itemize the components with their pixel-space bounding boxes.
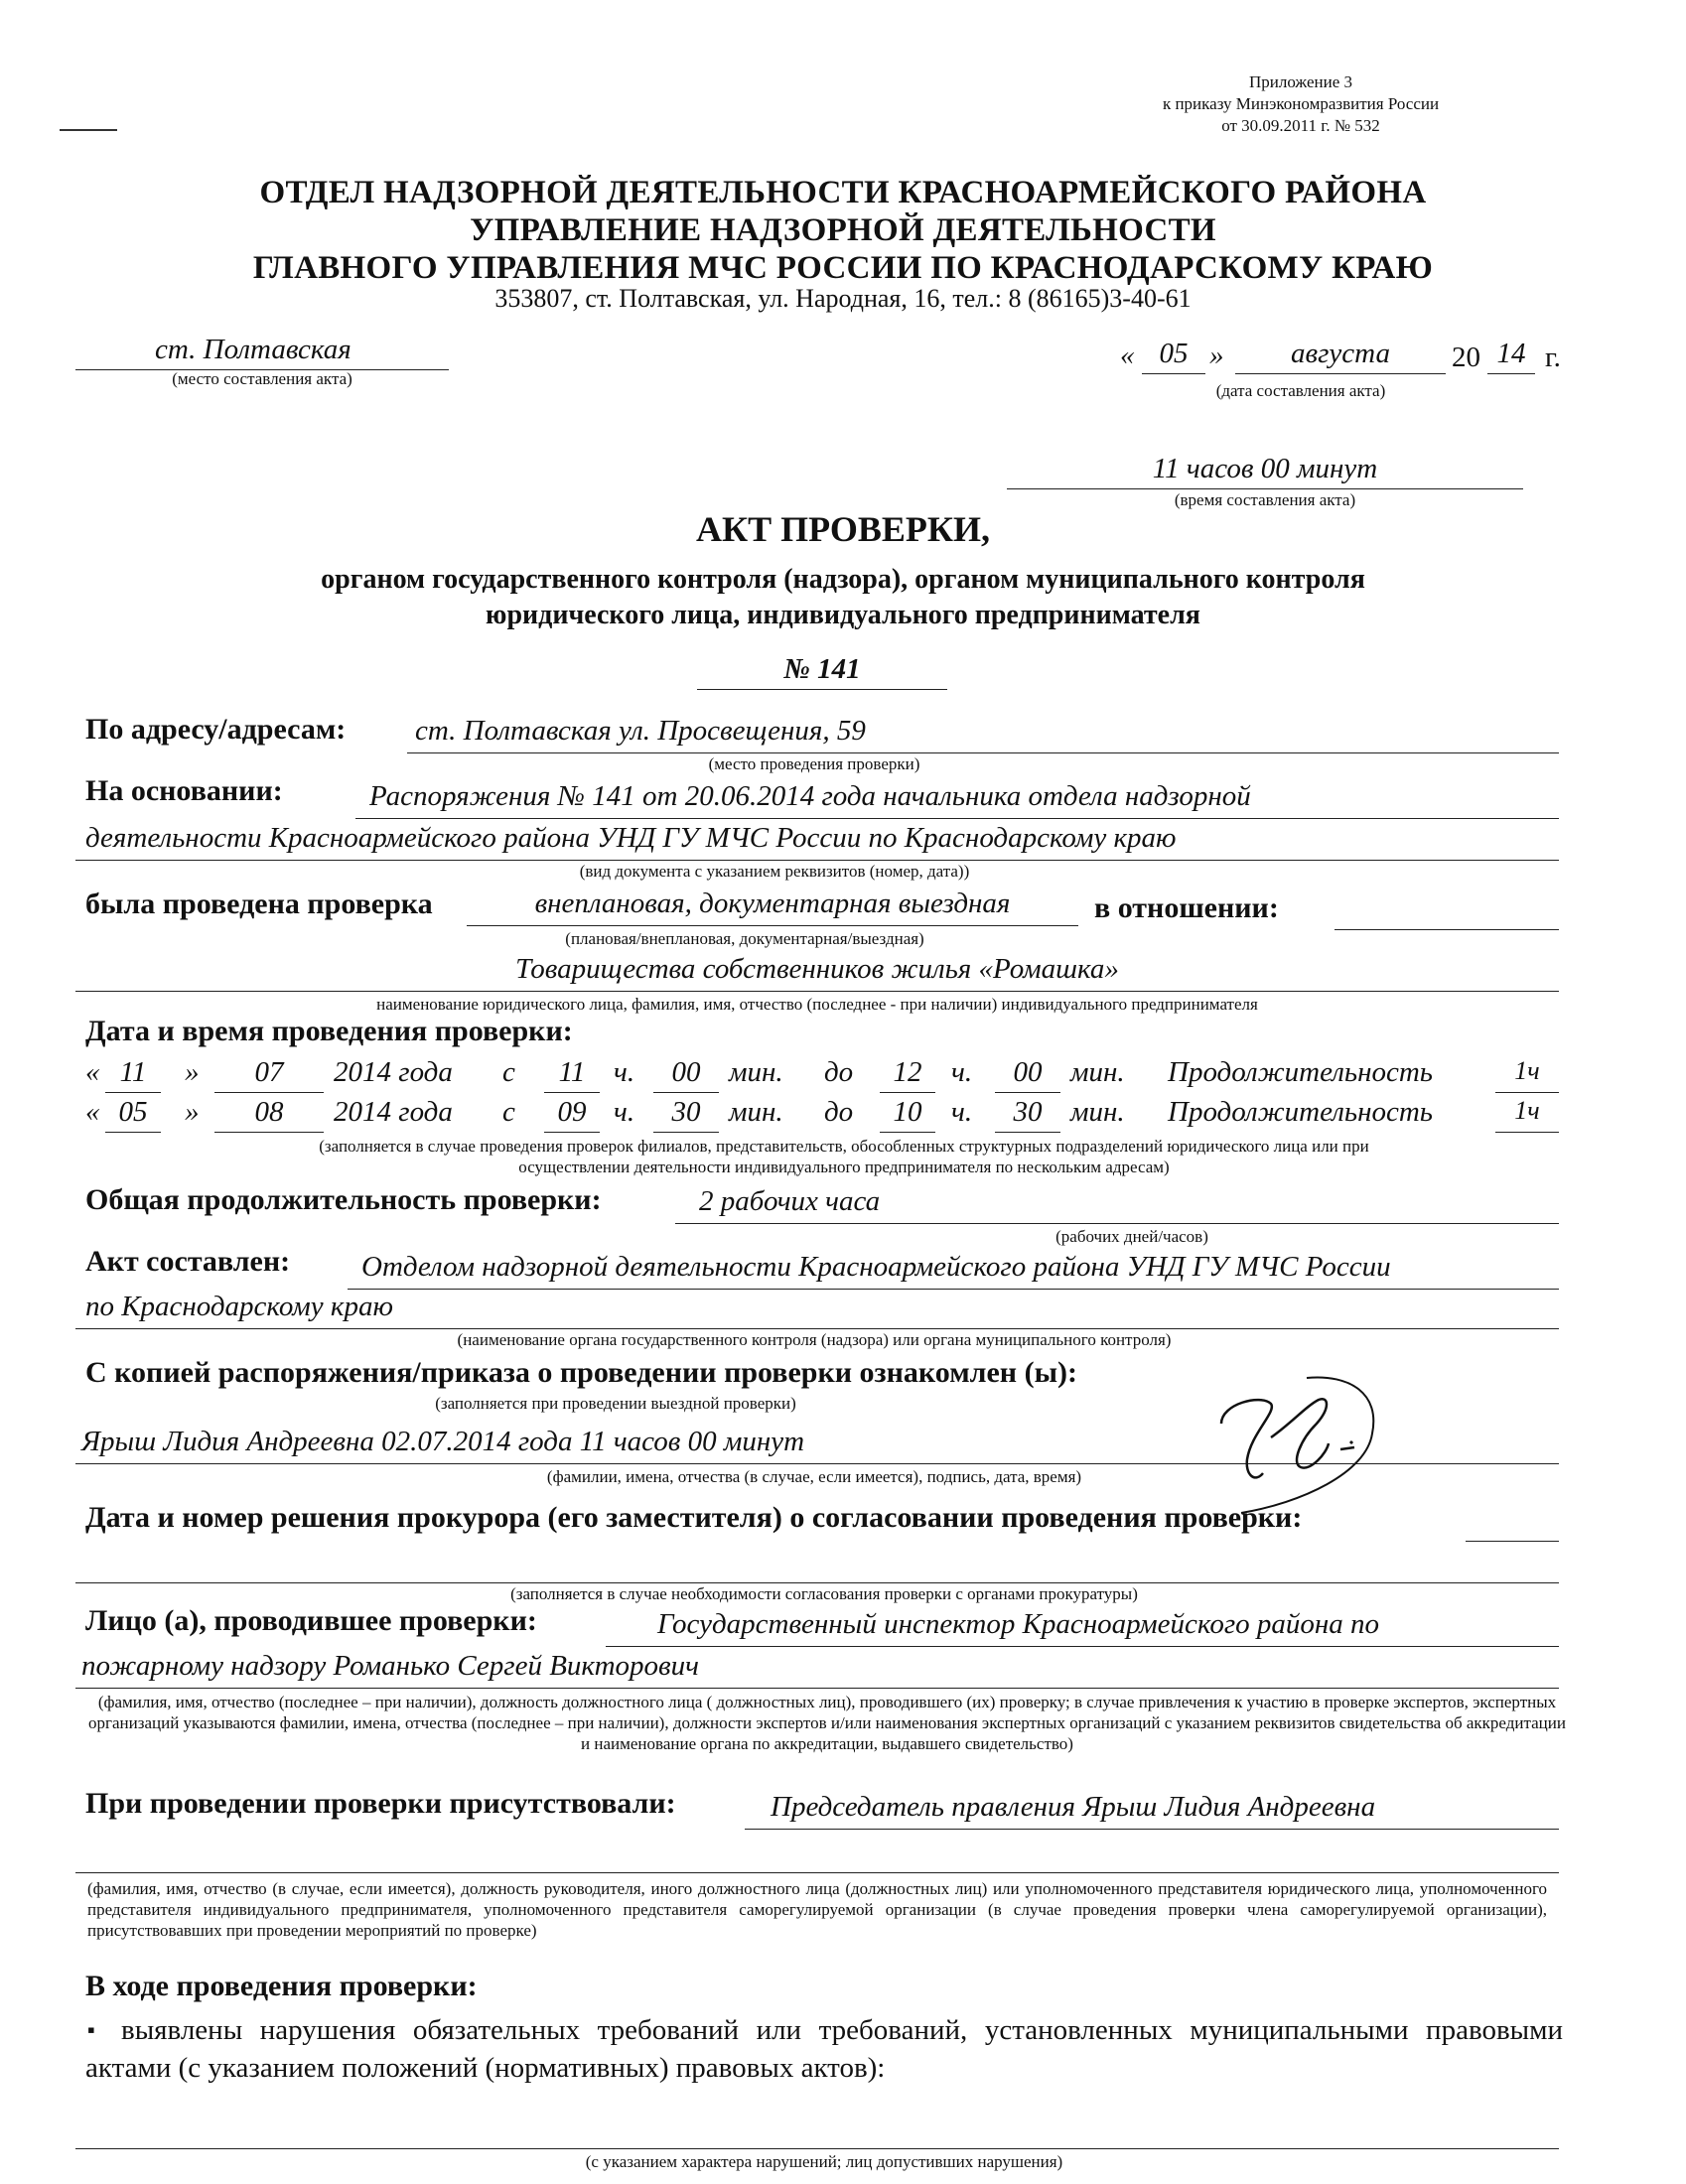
header-address: 353807, ст. Полтавская, ул. Народная, 16, тел.: 8 (86165)3-40-61 (494, 284, 1192, 313)
row1-min-unit-1: мин. (729, 1056, 783, 1088)
appendix-line-3: от 30.09.2011 г. № 532 (1221, 116, 1380, 135)
address-caption: (место проведения проверки) (708, 754, 920, 773)
course-label: В ходе проведения проверки: (85, 1970, 478, 2002)
inspection-relation-field (1335, 891, 1559, 930)
row1-duration-label: Продолжительность (1168, 1056, 1433, 1088)
row2-min-1-field (653, 1096, 719, 1133)
row2-min-2: 30 (1013, 1096, 1043, 1128)
prosecutor-field-1 (1466, 1503, 1559, 1542)
time-caption: (время составления акта) (1174, 490, 1356, 509)
place-field (75, 334, 449, 370)
course-item (85, 2011, 1563, 2087)
address-value: ст. Полтавская ул. Просвещения, 59 (415, 715, 866, 747)
row2-duration-field (1495, 1096, 1559, 1133)
present-label: При проведении проверки присутствовали: (85, 1787, 676, 1820)
corner-dash (60, 129, 117, 131)
datetime-caption-2: осуществлении деятельности индивидуального предпринимателя по нескольким адресам) (518, 1158, 1170, 1176)
total-field (675, 1185, 1559, 1224)
inspection-label-2: в отношении: (1094, 891, 1279, 924)
datetime-label: Дата и время проведения проверки: (85, 1015, 573, 1047)
inspector-field-2 (75, 1650, 1559, 1689)
row1-min-unit-2: мин. (1070, 1056, 1125, 1088)
inspector-caption: (фамилия, имя, отчество (последнее – при наличии), должность должностного лица ( должностных лиц), проводившего (их) проверку; в случае привлечения к участию в проверке экспертов, экспертных организаций указываются фамилии, имена, отчества (последнее – при наличии), должности экспертов и/или наименования экспертных организаций с указанием реквизитов свидетельства об аккредитации и наименование органа по аккредитации, выдавшего свидетельство) (88, 1693, 1566, 1753)
compiled-value-1: Отделом надзорной деятельности Красноармейского района УНД ГУ МЧС России (361, 1251, 1391, 1283)
header-line-2: УПРАВЛЕНИЕ НАДЗОРНОЙ ДЕЯТЕЛЬНОСТИ (470, 212, 1216, 248)
date-month: августа (1291, 338, 1390, 369)
inspector-label: Лицо (а), проводившее проверки: (85, 1604, 537, 1637)
row1-year: 2014 года (334, 1056, 453, 1088)
compiled-caption: (наименование органа государственного контроля (надзора) или органа муниципального контроля) (457, 1330, 1172, 1349)
row1-day: 11 (119, 1056, 147, 1088)
course-caption: (с указанием характера нарушений; лиц допустивших нарушения) (585, 2152, 1063, 2171)
place-value: ст. Полтавская (155, 334, 351, 365)
date-caption: (дата составления акта) (1215, 381, 1386, 400)
date-year-prefix: 20 (1452, 341, 1480, 373)
row2-year: 2014 года (334, 1096, 453, 1128)
act-number: № 141 (783, 653, 861, 685)
row2-month-field (214, 1096, 324, 1133)
act-number-field (697, 653, 947, 690)
row1-hour-1-field (544, 1056, 600, 1093)
row1-duration-field (1495, 1056, 1559, 1093)
row1-min-2: 00 (1013, 1056, 1043, 1088)
inspection-type-field (467, 887, 1078, 926)
basis-caption: (вид документа с указанием реквизитов (номер, дата)) (579, 862, 970, 881)
copy-label: С копией распоряжения/приказа о проведении проверки ознакомлен (ы): (85, 1356, 1077, 1389)
prosecutor-field-2 (75, 1545, 1559, 1583)
present-field-2 (75, 1835, 1559, 1873)
copy-caption: (заполняется при проведении выездной проверки) (435, 1394, 796, 1413)
course-field (75, 2111, 1559, 2149)
total-caption: (рабочих дней/часов) (1055, 1227, 1208, 1246)
row2-month: 08 (254, 1096, 284, 1128)
row1-close-quote: » (185, 1056, 200, 1088)
row2-hour-unit-1: ч. (614, 1096, 635, 1128)
row1-min-1-field (653, 1056, 719, 1093)
basis-label: На основании: (85, 774, 283, 807)
date-year-unit: г. (1545, 341, 1561, 373)
row2-from: с (502, 1096, 515, 1128)
row1-duration: 1ч (1514, 1056, 1540, 1085)
datetime-row-2 (85, 1096, 1575, 1136)
row1-open-quote: « (85, 1056, 100, 1088)
row2-min-1: 30 (671, 1096, 701, 1128)
basis-value-2: деятельности Красноармейского района УНД ГУ МЧС России по Краснодарскому краю (85, 822, 1177, 854)
row2-day-field (105, 1096, 161, 1133)
row1-hour-2: 12 (893, 1056, 922, 1088)
prosecutor-label: Дата и номер решения прокурора (его заместителя) о согласовании проведения проверки: (85, 1501, 1303, 1534)
appendix-line-2: к приказу Минэкономразвития России (1162, 94, 1440, 113)
time-value: 11 часов 00 минут (1152, 453, 1378, 484)
present-caption: (фамилия, имя, отчество (в случае, если имеется), должность руководителя, иного должностного лица (должностных лиц) или уполномоченного представителя юридического лица, уполномоченного представителя индивидуального предпринимателя, уполномоченного представителя саморегулируемой организации (в случае проведения проверки члена саморегулируемой организации), присутствовавших при проведении мероприятий по проверке) (87, 1879, 1547, 1940)
row2-min-2-field (995, 1096, 1060, 1133)
bullet-icon: ▪ (87, 2017, 95, 2042)
row2-hour-2: 10 (893, 1096, 922, 1128)
datetime-caption (99, 1136, 1589, 1177)
inspection-subject-field (75, 953, 1559, 992)
appendix-note (1092, 71, 1509, 137)
row1-min-2-field (995, 1056, 1060, 1093)
row2-open-quote: « (85, 1096, 100, 1128)
row2-duration-label: Продолжительность (1168, 1096, 1433, 1128)
act-subtitle-2: юридического лица, индивидуального предпринимателя (486, 600, 1200, 630)
date-day: 05 (1159, 338, 1189, 369)
address-label: По адресу/адресам: (85, 713, 347, 746)
inspector-value-2: пожарному надзору Романько Сергей Викторович (81, 1650, 699, 1682)
row2-day: 05 (118, 1096, 148, 1128)
row2-close-quote: » (185, 1096, 200, 1128)
course-text: выявлены нарушения обязательных требований или требований, установленных муниципальными правовыми актами (с указанием положений (нормативных) правовых актов): (85, 2014, 1563, 2084)
row1-to: до (824, 1056, 854, 1088)
row1-hour-1: 11 (558, 1056, 586, 1088)
inspector-field-1 (606, 1608, 1559, 1647)
date-close-quote: » (1209, 340, 1224, 371)
compiled-label: Акт составлен: (85, 1245, 291, 1278)
inspector-value-1: Государственный инспектор Красноармейского района по (657, 1608, 1380, 1640)
inspection-caption: (плановая/внеплановая, документарная/выездная) (565, 929, 924, 948)
datetime-row-1 (85, 1056, 1575, 1096)
basis-value-1: Распоряжения № 141 от 20.06.2014 года начальника отдела надзорной (369, 780, 1251, 812)
row1-month-field (214, 1056, 324, 1093)
inspection-label: была проведена проверка (85, 887, 433, 920)
row1-day-field (105, 1056, 161, 1093)
date-open-quote: « (1120, 340, 1135, 371)
compiled-field-1 (348, 1251, 1559, 1290)
copy-value: Ярыш Лидия Андреевна 02.07.2014 года 11 часов 00 минут (81, 1426, 805, 1457)
copy-caption-2: (фамилии, имена, отчества (в случае, если имеется), подпись, дата, время) (546, 1467, 1082, 1486)
prosecutor-caption: (заполняется в случае необходимости согласования проверки с органами прокуратуры) (510, 1584, 1138, 1603)
row1-hour-unit-2: ч. (951, 1056, 973, 1088)
header-line-3: ГЛАВНОГО УПРАВЛЕНИЯ МЧС РОССИИ ПО КРАСНОДАРСКОМУ КРАЮ (252, 250, 1434, 286)
row2-duration: 1ч (1514, 1096, 1540, 1125)
row2-hour-1: 09 (557, 1096, 587, 1128)
row1-month: 07 (254, 1056, 284, 1088)
compiled-field-2 (75, 1291, 1559, 1329)
header-line-1: ОТДЕЛ НАДЗОРНОЙ ДЕЯТЕЛЬНОСТИ КРАСНОАРМЕЙСКОГО РАЙОНА (259, 175, 1427, 210)
total-value: 2 рабочих часа (699, 1185, 881, 1217)
date-year-suffix: 14 (1496, 338, 1526, 369)
datetime-caption-1: (заполняется в случае проведения проверок филиалов, представительств, обособленных структурных подразделений юридического лица или при (319, 1137, 1369, 1156)
row1-hour-unit-1: ч. (614, 1056, 635, 1088)
date-field (1120, 338, 1577, 381)
row1-min-1: 00 (671, 1056, 701, 1088)
present-field-1 (745, 1791, 1559, 1830)
appendix-line-1: Приложение 3 (1249, 72, 1352, 91)
row1-from: с (502, 1056, 515, 1088)
row2-hour-1-field (544, 1096, 600, 1133)
place-caption: (место составления акта) (172, 369, 352, 388)
total-label: Общая продолжительность проверки: (85, 1183, 602, 1216)
present-value: Председатель правления Ярыш Лидия Андреевна (771, 1791, 1376, 1823)
row2-hour-2-field (880, 1096, 935, 1133)
row2-min-unit-2: мин. (1070, 1096, 1125, 1128)
date-month-field (1235, 338, 1446, 374)
inspection-subject-caption: наименование юридического лица, фамилия, имя, отчество (последнее - при наличии) индивидуального предпринимателя (376, 995, 1258, 1014)
signature (1152, 1364, 1410, 1523)
basis-field-1 (355, 780, 1559, 819)
time-field (1007, 453, 1523, 489)
date-year-field (1487, 338, 1535, 374)
act-subtitle-1: органом государственного контроля (надзора), органом муниципального контроля (321, 564, 1365, 595)
basis-field-2 (75, 822, 1559, 861)
row2-hour-unit-2: ч. (951, 1096, 973, 1128)
inspection-type-value: внеплановая, документарная выездная (534, 887, 1011, 919)
row1-hour-2-field (880, 1056, 935, 1093)
compiled-value-2: по Краснодарскому краю (85, 1291, 393, 1322)
address-field (407, 715, 1559, 753)
act-title: АКТ ПРОВЕРКИ, (695, 509, 990, 549)
inspection-subject: Товарищества собственников жилья «Ромашка» (515, 953, 1119, 985)
row2-min-unit-1: мин. (729, 1096, 783, 1128)
date-day-field (1142, 338, 1205, 374)
row2-to: до (824, 1096, 854, 1128)
